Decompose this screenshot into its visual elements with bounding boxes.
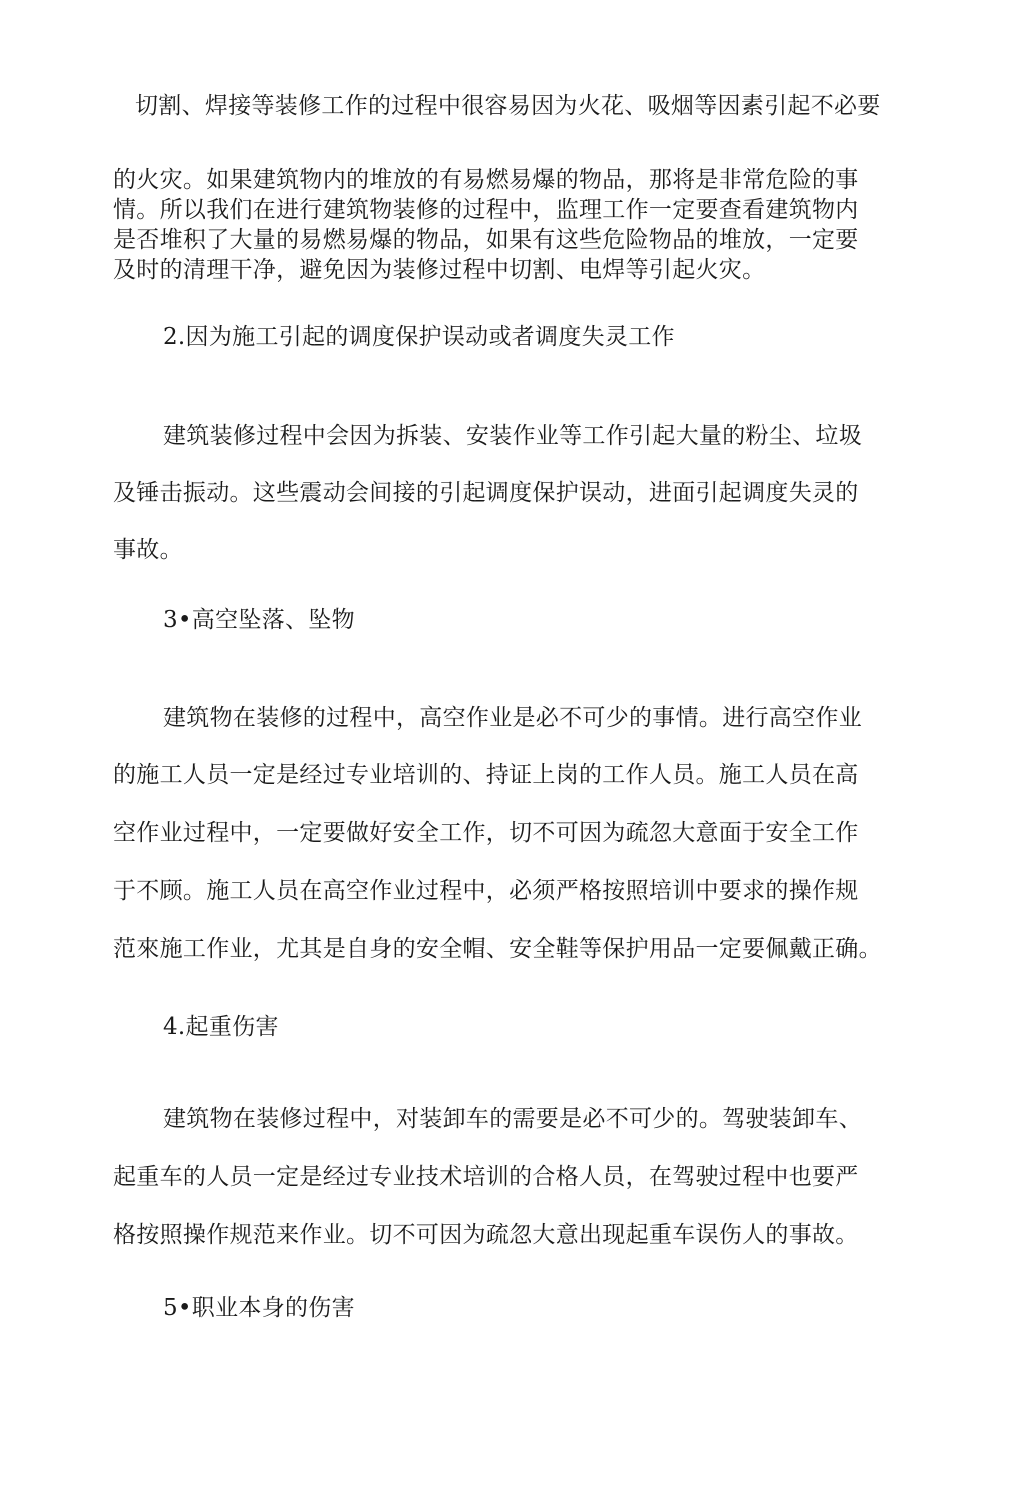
section-heading-4: 4.起重伤害 [163,1014,279,1040]
text-line: 情。所以我们在进行建筑物装修的过程中，监理工作一定要查看建筑物内 [113,197,859,223]
text-line: 及锤击振动。这些震动会间接的引起调度保护误动，进面引起调度失灵的 [113,480,859,506]
text-line: 格按照操作规范来作业。切不可因为疏忽大意出现起重车误伤人的事故。 [113,1222,859,1248]
text-line: 及时的清理干净，避免因为装修过程中切割、电焊等引起火灾。 [113,257,766,283]
text-line: 建筑物在装修的过程中，高空作业是必不可少的事情。进行高空作业 [163,705,862,731]
paragraph-1-body [113,165,893,285]
section-heading-3: 3•高空坠落、坠物 [163,607,355,633]
text-line: 的施工人员一定是经过专业培训的、持证上岗的工作人员。施工人员在高 [113,762,859,788]
text-line: 建筑装修过程中会因为拆装、安装作业等工作引起大量的粉尘、垃圾 [163,423,862,449]
paragraph-1-first-line: 切割、焊接等装修工作的过程中很容易因为火花、吸烟等因素引起不必要 [135,93,881,119]
text-line: 起重车的人员一定是经过专业技术培训的合格人员，在驾驶过程中也要严 [113,1164,859,1190]
text-line: 于不顾。施工人员在高空作业过程中，必须严格按照培训中要求的操作规 [113,878,859,904]
section-heading-2: 2.因为施工引起的调度保护误动或者调度失灵工作 [163,324,675,350]
text-line: 事故。 [113,537,183,563]
text-line: 的火灾。如果建筑物内的堆放的有易燃易爆的物品，那将是非常危险的事 [113,167,859,193]
text-line: 建筑物在装修过程中，对装卸车的需要是必不可少的。驾驶装卸车、 [163,1106,862,1132]
text-line: 是否堆积了大量的易燃易爆的物品，如果有这些危险物品的堆放，一定要 [113,227,859,253]
section-heading-5: 5•职业本身的伤害 [163,1295,355,1321]
text-line: 空作业过程中，一定要做好安全工作，切不可因为疏忽大意面于安全工作 [113,820,859,846]
text-line: 范來施工作业，尤其是自身的安全帽、安全鞋等保护用品一定要佩戴正确。 [113,936,882,962]
